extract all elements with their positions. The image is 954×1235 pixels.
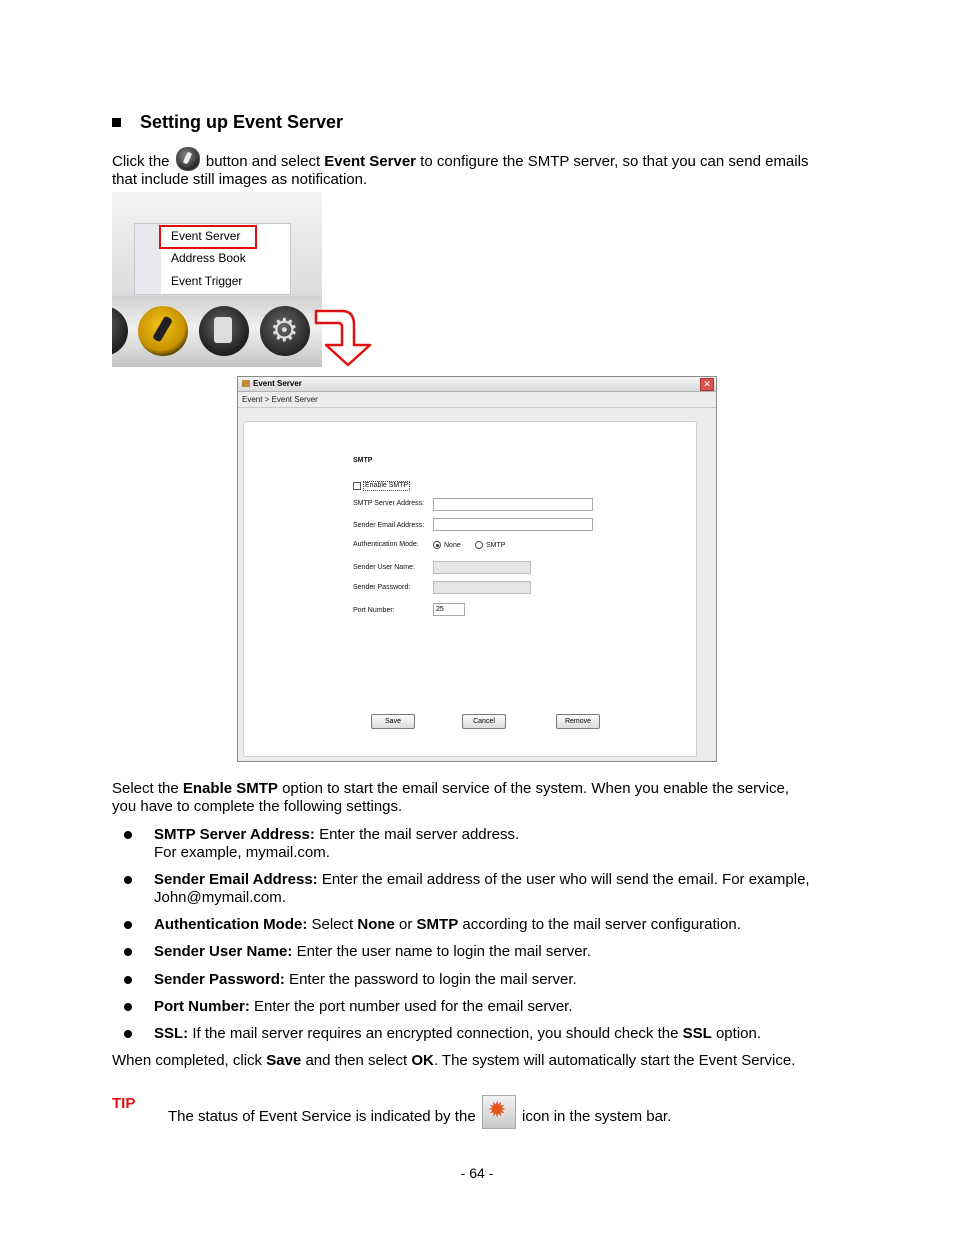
auth-smtp-label: SMTP — [486, 542, 506, 549]
bullet-dot — [124, 976, 132, 984]
list-item: Sender Email Address: Enter the email address of the user who will send the email. For example, John@mymail.com. — [154, 871, 810, 906]
popup-menu — [134, 223, 291, 295]
dialog-titlebar: Event Server ✕ — [238, 377, 716, 392]
event-server-dialog — [237, 376, 717, 762]
port-number-input[interactable]: 25 — [433, 603, 465, 616]
close-icon[interactable]: ✕ — [700, 378, 714, 391]
page-number: - 64 - — [460, 1165, 494, 1181]
breadcrumb: Event > Event Server — [242, 395, 318, 404]
bullet-dot — [124, 1030, 132, 1038]
smtp-server-label: SMTP Server Address: — [353, 500, 425, 507]
recording-icon[interactable] — [199, 306, 249, 356]
list-item: Authentication Mode: Select None or SMTP according to the mail server configuration. — [154, 916, 741, 933]
sender-user-input[interactable] — [433, 561, 531, 574]
sender-user-label: Sender User Name: — [353, 564, 415, 571]
completed-paragraph: When completed, click Save and then select OK. The system will automatically start the Event Service. — [112, 1052, 796, 1069]
section-heading — [112, 112, 343, 133]
bullet-dot — [124, 831, 132, 839]
port-number-label: Port Number: — [353, 607, 395, 614]
toolbar-button-icon[interactable] — [112, 306, 128, 356]
intro-paragraph: Click the button and select Event Server to configure the SMTP server, so that you can send emails that include still images as notification. — [112, 147, 808, 189]
auth-none-radio[interactable] — [433, 541, 441, 549]
sender-email-label: Sender Email Address: — [353, 522, 425, 529]
list-item: Sender User Name: Enter the user name to login the mail server. — [154, 943, 591, 960]
toolbar-strip — [112, 296, 322, 367]
settings-gear-icon[interactable]: ⚙ — [260, 306, 310, 356]
list-item: SSL: If the mail server requires an encrypted connection, you should check the SSL option. — [154, 1025, 762, 1042]
bullet-dot — [124, 921, 132, 929]
select-paragraph: Select the Enable SMTP option to start the email service of the system. When you enable the service, you have to complete the following settings. — [112, 780, 790, 815]
bullet-dot — [124, 948, 132, 956]
bullet-dot — [124, 876, 132, 884]
tip-text: The status of Event Service is indicated by the ✹ icon in the system bar. — [168, 1095, 671, 1129]
auth-none-label: None — [444, 542, 461, 549]
event-pencil-icon[interactable] — [138, 306, 188, 356]
smtp-server-input[interactable] — [433, 498, 593, 511]
auth-smtp-radio[interactable] — [475, 541, 483, 549]
cancel-button[interactable]: Cancel — [462, 714, 506, 729]
list-item: Port Number: Enter the port number used for the email server. — [154, 998, 573, 1015]
list-item: Sender Password: Enter the password to login the mail server. — [154, 971, 577, 988]
remove-button[interactable]: Remove — [556, 714, 600, 729]
menu-item-event-trigger[interactable]: Event Trigger — [171, 274, 243, 288]
menu-item-event-server[interactable]: Event Server — [171, 229, 241, 243]
enable-smtp-checkbox[interactable] — [353, 482, 361, 490]
smtp-section-title: SMTP — [353, 457, 373, 464]
list-item: SMTP Server Address: Enter the mail server address. For example, mymail.com. — [154, 826, 520, 861]
enable-smtp-label[interactable]: Enable SMTP — [365, 482, 409, 489]
tip-label: TIP — [112, 1095, 136, 1112]
event-button-icon — [176, 147, 200, 171]
auth-mode-label: Authentication Mode: — [353, 541, 419, 548]
window-icon — [242, 380, 250, 387]
sender-password-input[interactable] — [433, 581, 531, 594]
save-button[interactable]: Save — [371, 714, 415, 729]
menu-item-address-book[interactable]: Address Book — [171, 251, 246, 265]
square-bullet-icon — [112, 118, 121, 127]
sender-password-label: Sender Password: — [353, 584, 411, 591]
sender-email-input[interactable] — [433, 518, 593, 531]
menu-screenshot — [112, 192, 322, 367]
arrow-down-icon — [312, 305, 378, 371]
bullet-dot — [124, 1003, 132, 1011]
event-service-status-icon — [482, 1095, 516, 1129]
heading-text: Setting up Event Server — [140, 112, 344, 132]
smtp-panel — [243, 421, 697, 757]
